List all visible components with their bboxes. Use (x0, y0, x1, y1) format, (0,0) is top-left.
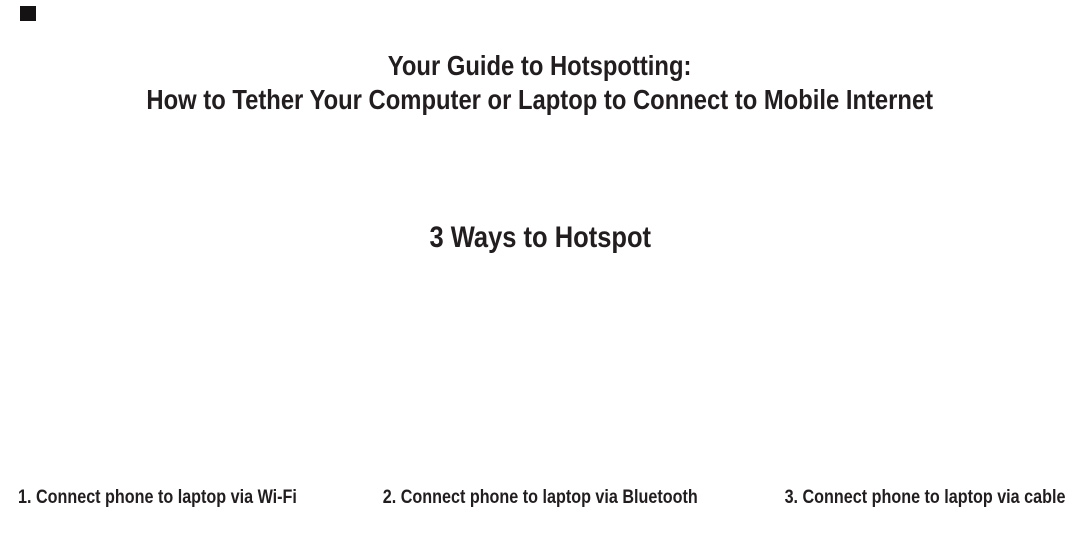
section-heading-text: 3 Ways to Hotspot (429, 221, 651, 254)
method-1-caption-text: 1. Connect phone to laptop via Wi-Fi (18, 487, 297, 508)
title-line-2 (0, 83, 1080, 117)
page-title (0, 49, 1080, 117)
title-line-2-text: How to Tether Your Computer or Laptop to Connect to Mobile Internet (146, 84, 934, 115)
method-3-caption-text: 3. Connect phone to laptop via cable (784, 487, 1065, 508)
title-line-1 (0, 49, 1080, 83)
method-3-caption (735, 486, 1065, 510)
method-captions-row (0, 486, 1080, 512)
method-2-caption-text: 2. Connect phone to laptop via Bluetooth (382, 487, 698, 508)
section-heading (0, 220, 1080, 256)
title-line-1-text: Your Guide to Hotspotting: (388, 50, 692, 81)
corner-mark (20, 6, 36, 21)
